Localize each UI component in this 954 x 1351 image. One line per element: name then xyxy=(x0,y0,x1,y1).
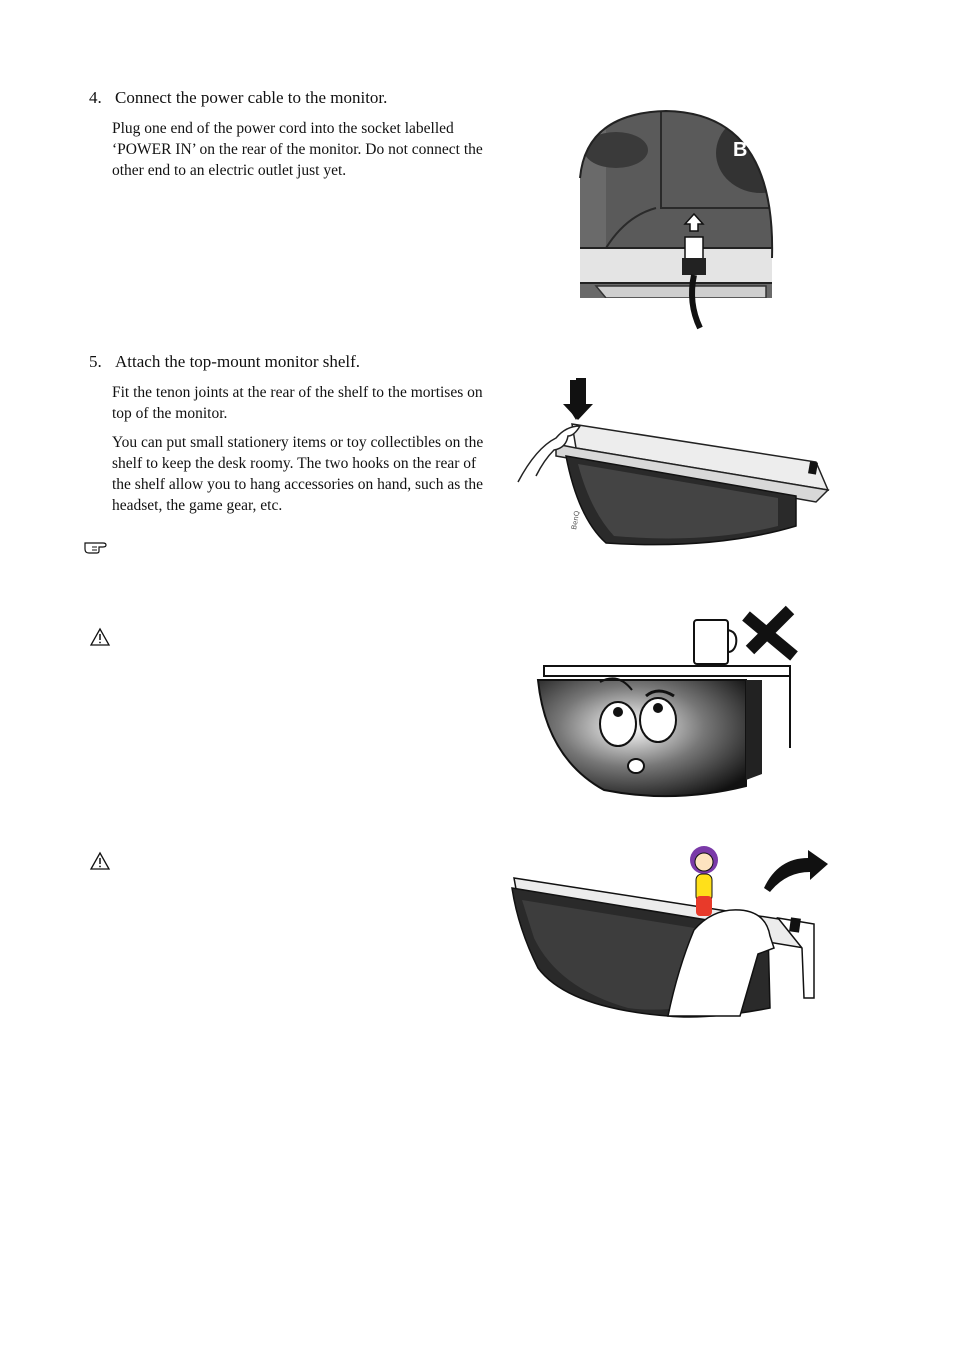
step-5-title: Attach the top-mount monitor shelf. xyxy=(115,352,361,371)
step-4-heading xyxy=(89,88,387,108)
shelf-removal-illustration xyxy=(508,838,834,1020)
step-4-paragraph: Plug one end of the power cord into the socket labelled ‘POWER IN’ on the rear of the monitor. Do not connect the other end to an electric outlet just yet. xyxy=(112,120,483,179)
step-4-title: Connect the power cable to the monitor. xyxy=(115,88,388,107)
warning-triangle-icon xyxy=(89,851,115,871)
warning-triangle-icon xyxy=(89,627,115,647)
shelf-attach-illustration xyxy=(516,378,832,550)
step-4-number: 4. xyxy=(89,88,102,107)
shelf-overload-warning-illustration xyxy=(534,598,812,802)
step-5-heading xyxy=(89,352,360,372)
brand-logo-text: B xyxy=(733,139,748,161)
svg-text:BenQ: BenQ xyxy=(570,510,582,531)
pointing-hand-icon xyxy=(83,537,109,557)
step-5-paragraph-2: You can put small stationery items or toy collectibles on the shelf to keep the desk roomy. The two hooks on the rear of the shelf allow you to hang accessories on hand, such as the headset, the game gear, etc. xyxy=(112,434,484,514)
power-cable-illustration xyxy=(576,108,776,330)
step-5-number: 5. xyxy=(89,352,102,371)
step-5-paragraph-1: Fit the tenon joints at the rear of the shelf to the mortises on top of the monitor. xyxy=(112,384,483,422)
